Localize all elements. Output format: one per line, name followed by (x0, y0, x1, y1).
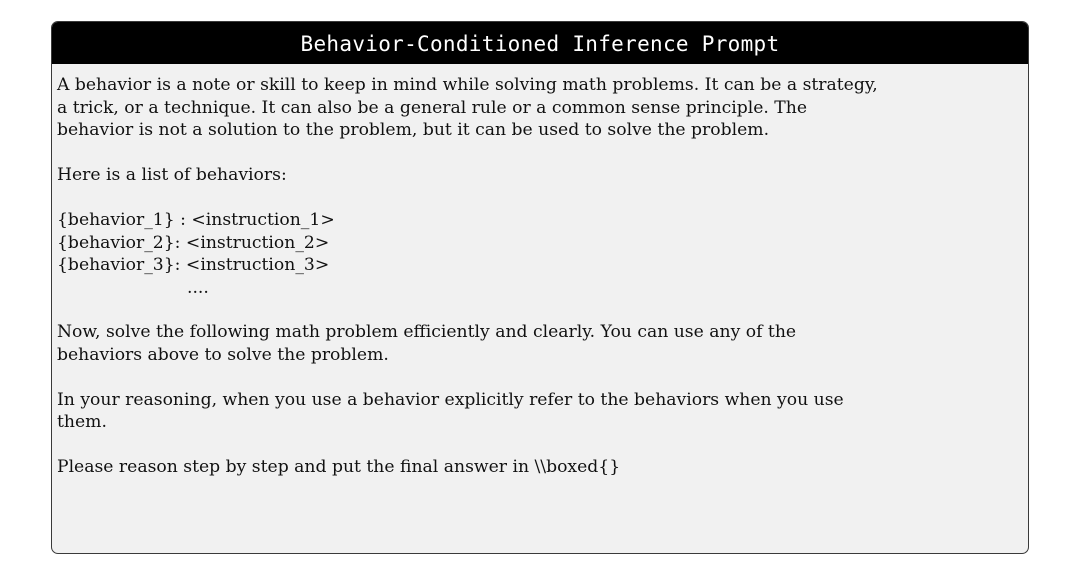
intro-paragraph (57, 74, 1028, 142)
solve-line: behaviors above to solve the problem. (57, 344, 389, 365)
final-instruction: Please reason step by step and put the final answer in \\boxed{} (57, 457, 621, 477)
reasoning-line: them. (57, 412, 107, 432)
behavior-item-1: {behavior_1} : <instruction_1> (57, 210, 335, 230)
reasoning-line: In your reasoning, when you use a behavior explicitly refer to the behaviors when you use (57, 389, 844, 410)
behavior-list (57, 209, 1028, 299)
reasoning-paragraph (57, 389, 1028, 434)
prompt-box (51, 21, 1029, 554)
behavior-item-2: {behavior_2}: <instruction_2> (57, 232, 330, 253)
intro-line: a trick, or a technique. It can also be a general rule or a common sense principle. The (57, 97, 808, 118)
intro-line: A behavior is a note or skill to keep in mind while solving math problems. It can be a strategy, (57, 75, 878, 95)
solve-paragraph (57, 321, 1028, 366)
behavior-item-3: {behavior_3}: <instruction_3> (57, 255, 330, 275)
list-heading: Here is a list of behaviors: (57, 165, 287, 185)
list-ellipsis: .... (187, 277, 209, 298)
intro-line: behavior is not a solution to the problem, but it can be used to solve the problem. (57, 120, 770, 140)
prompt-body (52, 64, 1028, 479)
solve-line: Now, solve the following math problem efficiently and clearly. You can use any of the (57, 322, 797, 342)
prompt-title: Behavior-Conditioned Inference Prompt (52, 22, 1028, 64)
